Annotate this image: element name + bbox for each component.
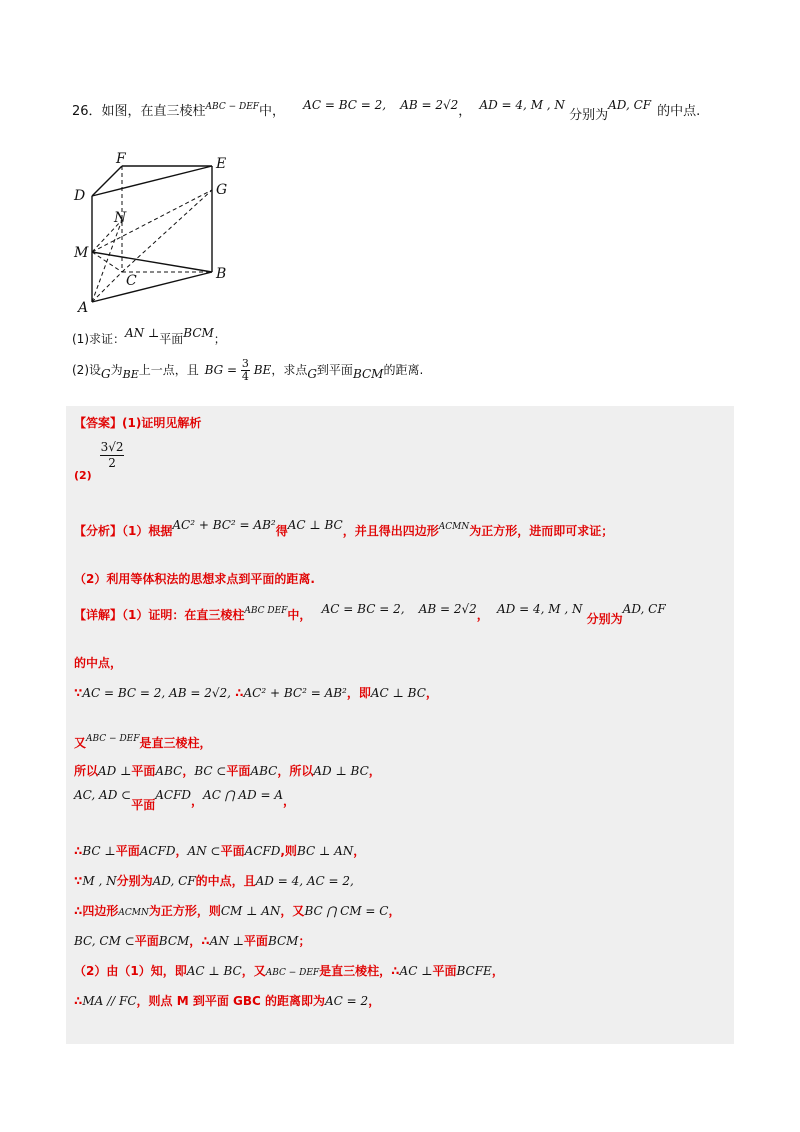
detail-l11-f: AC ⊥ [399,964,433,978]
detail-l3-ji: ，即 [346,686,371,700]
prism-name: ABC − DEF [205,102,260,112]
detail-l11-a: （2）由（1）知，即 [74,964,187,978]
label-a: A [78,300,89,316]
detail-l9-d: CM ⊥ AN [220,904,281,918]
detail-cond3: AD = 4, M , N [497,602,583,616]
detail-l11-b: AC ⊥ BC [186,964,242,978]
detail-l4-you: 又 [74,736,87,750]
detail-comma: ， [476,608,489,622]
answer-part2 [74,440,124,482]
edge-an [92,220,122,302]
part2-g: G [101,367,111,381]
detail-l11-e: 是直三棱柱，∴ [319,964,400,978]
detail-line9 [74,902,400,919]
analysis-rest: ，并且得出四边形 [342,524,439,538]
detail-l5-g: 平面 [226,764,251,778]
detail-l9-b: ACMN [118,908,149,918]
detail-l9-c: 为正方形，则 [148,904,221,918]
detail-l12-c: ，则点 M 到平面 GBC 的距离即为 [136,994,326,1008]
answer-den: 2 [108,456,116,470]
detail-l12-d: AC = 2 [325,994,369,1008]
part1-expr: AN ⊥ [125,326,160,340]
detail-line8 [74,872,354,889]
part1-prefix: (1)求证： [72,332,125,346]
detail-l10-c: BCM [158,934,190,948]
part2-be2: BE [253,363,272,377]
analysis-line2: （2）利用等体积法的思想求点到平面的距离. [74,572,315,586]
cond-ac-bc: AC = BC = 2, [303,98,387,112]
label-g: G [216,182,228,198]
detail-l8-d: AD, CF [152,874,196,888]
edge-df [92,166,122,196]
edge-de [92,166,212,196]
detail-cond2: AB = 2√2 [418,602,477,616]
label-n: N [114,210,127,226]
analysis-de: 得 [275,524,288,538]
question-comma: ， [458,104,472,119]
edge-mg [92,190,212,252]
frac-num: 3 [241,357,249,370]
edge-ac [92,272,122,302]
analysis-acmn: ACMN [438,522,470,532]
detail-l7-a: ∴ [74,844,83,858]
detail-line7 [74,842,365,859]
detail-l5-d: ABC [155,764,183,778]
edge-mb [92,252,212,272]
detail-l7-g: 平面 [220,844,245,858]
analysis-rest2: 为正方形，进而即可求证； [469,524,614,538]
question-line [72,98,701,123]
question-resp: 分别为 [569,108,609,123]
detail-l10-b: 平面 [134,934,159,948]
part2-ask: ，求点 [271,363,308,377]
detail-line12 [74,992,380,1009]
detail-l10-d: ，∴ [189,934,210,948]
answer-fraction [100,440,125,471]
detail-resp: 分别为 [586,612,623,626]
question-end: 的中点. [657,104,701,119]
detail-line3 [74,684,438,701]
detail-l7-d: ACFD [139,844,176,858]
label-b: B [216,266,227,282]
detail-l5-e: ， [182,764,195,778]
detail-l8-c: 分别为 [116,874,153,888]
question-number: 26．如图，在直三棱柱 [72,104,206,119]
detail-l4-prism: ABC − DEF [86,734,140,744]
detail-l5-b: AD ⊥ [98,764,132,778]
detail-line6 [74,788,296,812]
answer-label: 【答案】(1)证明见解析 [74,416,202,430]
detail-l7-k: ， [353,844,366,858]
detail-line5 [74,762,381,779]
detail-l8-f: AD = 4, AC = 2, [255,874,354,888]
detail-l11-h: BCFE [456,964,492,978]
detail-l3-c: AC ⊥ BC [370,686,426,700]
detail-l10-e: AN ⊥ [209,934,244,948]
detail-l9-a: ∴四边形 [74,904,119,918]
detail-l5-c: 平面 [131,764,156,778]
detail-l7-h: ACFD [244,844,281,858]
part2-prefix: (2)设 [72,363,101,377]
frac-den: 4 [241,370,249,383]
detail-mid: 中， [287,608,312,622]
detail-line4 [74,734,212,751]
analysis-perp: AC ⊥ BC [287,518,343,532]
answer-p2-label: (2) [74,468,92,482]
detail-l7-i: ,则 [280,844,297,858]
detail-l6-b: 平面 [131,798,156,812]
part2-bg: BG = [204,363,238,377]
detail-l3-end: ， [425,686,438,700]
midpoints: AD, CF [608,98,652,112]
detail-l9-e: ，又 [280,904,305,918]
detail-l9-f: BC ⋂ CM = C [304,904,389,918]
label-e: E [216,156,227,172]
detail-l9-g: ， [388,904,401,918]
part1-bcm: BCM [183,326,214,340]
detail-l7-f: AN ⊂ [187,844,221,858]
label-d: D [74,188,86,204]
detail-l8-b: M , N [82,874,117,888]
detail-l6-f: ， [283,794,296,808]
detail-l7-c: 平面 [115,844,140,858]
detail-l10-g: BCM [267,934,299,948]
detail-l5-f: BC ⊂ [194,764,227,778]
detail-l12-b: MA // FC [82,994,137,1008]
part2-fraction [241,358,250,383]
detail-l7-e: ， [175,844,188,858]
cond-ad: AD = 4, M , N [479,98,565,112]
therefore-symbol: ∴ [235,686,244,700]
detail-l5-j: AD ⊥ BC [313,764,369,778]
label-f: F [116,152,126,167]
detail-l12-a: ∴ [74,994,83,1008]
part1-plane: 平面 [159,332,184,346]
detail-l10-a: BC, CM ⊂ [74,934,135,948]
detail-mids: AD, CF [622,602,666,616]
detail-l11-g: 平面 [432,964,457,978]
detail-prism: ABC DEF [244,606,288,616]
detail-line1 [74,602,666,626]
part1-end: ； [213,332,226,346]
detail-l11-d: ABC − DEF [265,968,320,978]
detail-l11-i: ， [491,964,504,978]
prism-diagram [70,152,240,317]
part2-be: BE [122,368,139,381]
detail-l5-a: 所以 [74,764,99,778]
analysis-label: 【分析】（1）根据 [74,524,173,538]
question-text-mid: 中， [259,104,286,119]
part2-to: 到平面 [316,363,353,377]
detail-l6-a: AC, AD ⊂ [74,788,132,802]
detail-l6-d: ， [191,794,204,808]
part1-line [72,326,226,347]
detail-l8-a: ∵ [74,874,83,888]
analysis-eq: AC² + BC² = AB² [172,518,276,532]
detail-l12-e: ， [368,994,381,1008]
answer-num: 3√2 [100,440,124,454]
detail-line10 [74,932,310,949]
detail-l3-a: AC = BC = 2, AB = 2√2, [82,686,231,700]
detail-l7-j: BC ⊥ AN [296,844,354,858]
detail-label: 【详解】（1）证明：在直三棱柱 [74,608,245,622]
detail-l5-i: ，所以 [277,764,314,778]
analysis-line1 [74,518,614,539]
detail-l10-f: 平面 [243,934,268,948]
cond-ab: AB = 2√2 [400,98,459,112]
label-m: M [74,245,89,261]
detail-l10-h: ； [298,934,311,948]
detail-l11-c: ，又 [241,964,266,978]
part2-dist: 的距离. [383,363,424,377]
part2-g2: G [307,367,317,381]
detail-l4-end: 是直三棱柱， [139,736,212,750]
detail-l8-e: 的中点，且 [195,874,256,888]
part2-line [72,358,423,383]
detail-l3-b: AC² + BC² = AB² [243,686,347,700]
since-symbol: ∵ [74,686,83,700]
detail-l5-h: ABC [250,764,278,778]
prism-figure [70,152,240,317]
part2-wei: 为 [110,363,123,377]
edge-ab [92,272,212,302]
detail-l6-e: AC ⋂ AD = A [203,788,284,802]
detail-l7-b: BC ⊥ [82,844,116,858]
part2-upper: 上一点，且 [138,363,199,377]
detail-line2: 的中点， [74,656,123,670]
part2-bcm: BCM [352,367,384,381]
detail-line11 [74,962,504,979]
detail-l6-c: ACFD [155,788,192,802]
label-c: C [126,273,137,289]
detail-cond1: AC = BC = 2, [321,602,405,616]
detail-l5-k: ， [368,764,381,778]
